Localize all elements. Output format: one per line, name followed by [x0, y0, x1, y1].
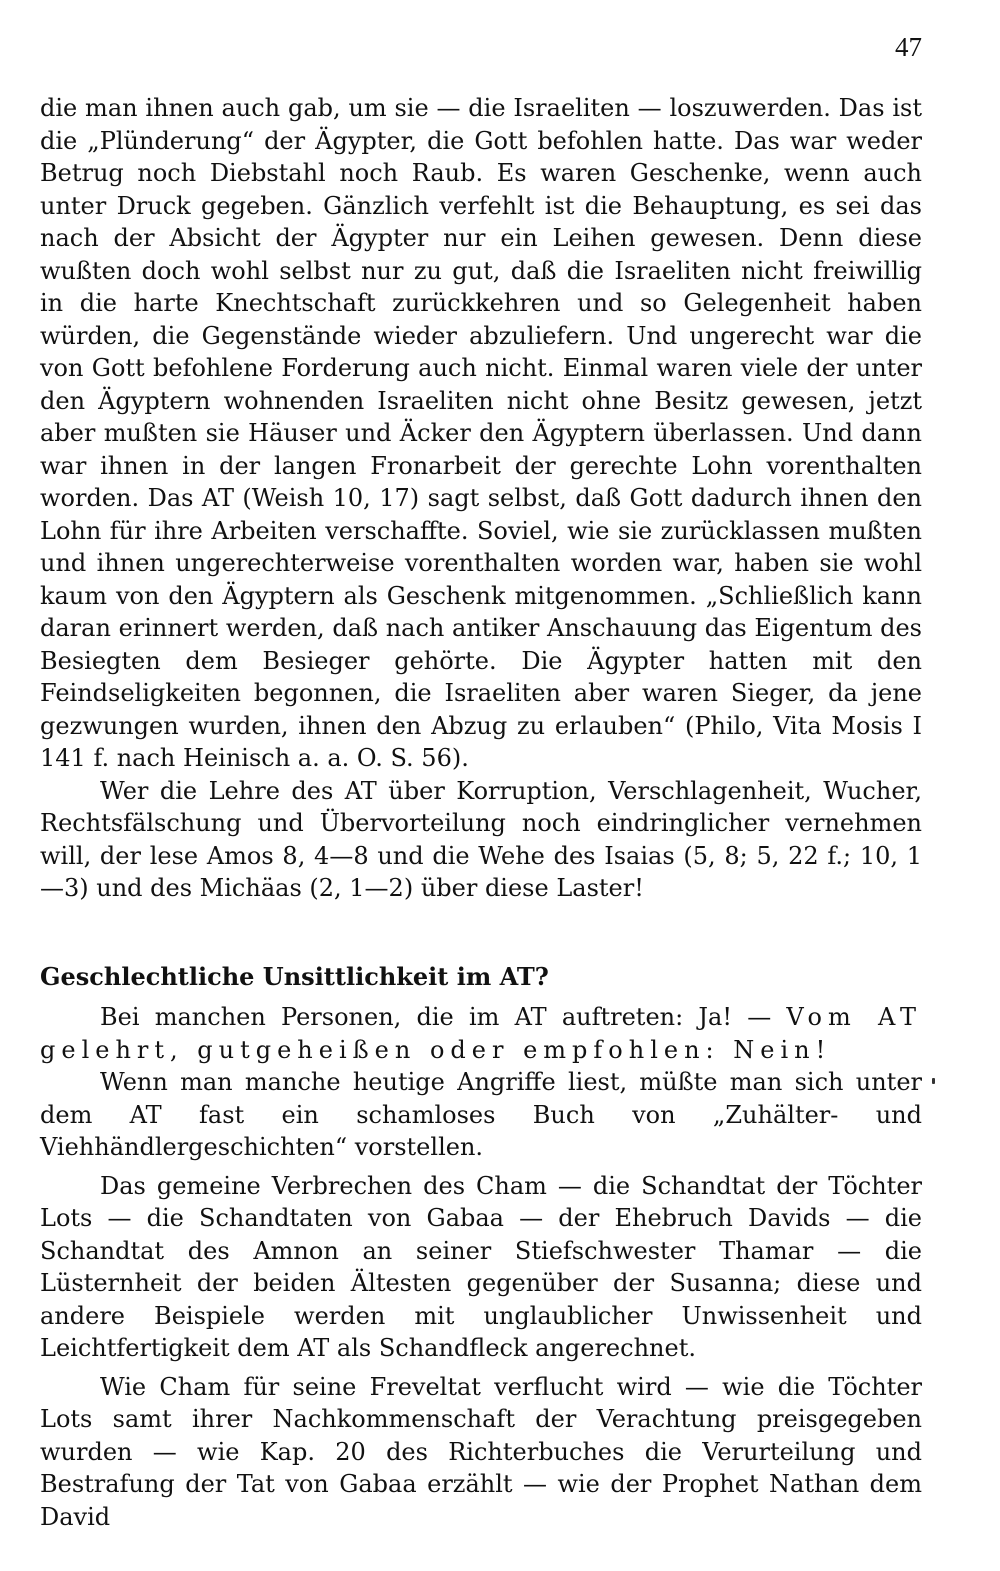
- paragraph-answer: [40, 1001, 922, 1066]
- answer-taught-emphasis: Vom AT gelehrt, gutgeheißen oder empfohlen: Nein!: [40, 1003, 922, 1064]
- paragraph-pillage-of-egyptians: die man ihnen auch gab, um sie — die Israeliten — loszuwerden. Das ist die „Plünderung“ der Ägypter, die Gott befohlen hatte. Das war weder Betrug noch Diebstahl noch Raub. Es waren Geschenke, wenn auch unter Druck gegeben. Gänzlich verfehlt ist die Behauptung, es sei das nach der Absicht der Ägypter nur ein Leihen gewesen. Denn diese wußten doch wohl selbst nur zu gut, daß die Israeliten nicht freiwillig in die harte Knechtschaft zurückkehren und so Gelegenheit haben würden, die Gegenstände wieder abzuliefern. Und ungerecht war die von Gott befohlene Forderung auch nicht. Einmal waren viele der unter den Ägyptern wohnenden Israeliten nicht ohne Besitz gewesen, jetzt aber mußten sie Häuser und Äcker den Ägyptern überlassen. Und dann war ihnen in der langen Fronarbeit der gerechte Lohn vorenthalten worden. Das AT (Weish 10, 17) sagt selbst, daß Gott dadurch ihnen den Lohn für ihre Arbeiten verschaffte. Soviel, wie sie zurücklassen mußten und ihnen ungerechterweise vorenthalten worden war, haben sie wohl kaum von den Ägyptern als Geschenk mitgenommen. „Schließlich kann daran erinnert werden, daß nach antiker Anschauung das Eigentum des Besiegten dem Besieger gehörte. Die Ägypter hatten mit den Feindseligkeiten begonnen, die Israeliten aber waren Sieger, da jene gezwungen wurden, ihnen den Abzug zu erlauben“ (Philo, Vita Mosis I 141 f. nach Heinisch a. a. O. S. 56).: [40, 94, 922, 772]
- paragraph-attacks: Wenn man manche heutige Angriffe liest, müßte man sich unter dem AT fast ein schamloses Buch von „Zuhälter- und Viehhändlergeschichten“ vorstellen.: [40, 1068, 922, 1161]
- section-heading: Geschlechtliche Unsittlichkeit im AT?: [40, 961, 549, 991]
- paragraph-condemnation: Wie Cham für seine Freveltat verflucht wird — wie die Töchter Lots samt ihrer Nachkommenschaft der Verachtung preisgegeben wurden — wie Kap. 20 des Richterbuches die Verurteilung und Bestrafung der Tat von Gabaa erzählt — wie der Prophet Nathan dem David: [40, 1372, 922, 1531]
- paragraph-examples: Das gemeine Verbrechen des Cham — die Schandtat der Töchter Lots — die Schandtaten von Gabaa — der Ehebruch Davids — die Schandtat des Amnon an seiner Stiefschwester Thamar — die Lüsternheit der beiden Ältesten gegenüber der Susanna; diese und andere Beispiele werden mit unglaublicher Unwissenheit und Leichtfertigkeit dem AT als Schandfleck angerechnet.: [40, 1171, 922, 1362]
- page-body: [40, 92, 922, 1533]
- page-number: 47: [895, 32, 922, 62]
- answer-persons: Bei manchen Personen, die im AT auftreten: Ja! —: [100, 1003, 787, 1031]
- book-page: [40, 24, 922, 1554]
- paragraph-usury-teaching: Wer die Lehre des AT über Korruption, Verschlagenheit, Wucher, Rechtsfälschung und Übervorteilung noch eindringlicher vernehmen will, der lese Amos 8, 4—8 und die Wehe des Isaias (5, 8; 5, 22 f.; 10, 1—3) und des Michäas (2, 1—2) über diese Laster!: [40, 776, 922, 902]
- stray-ink-mark: [932, 1078, 935, 1084]
